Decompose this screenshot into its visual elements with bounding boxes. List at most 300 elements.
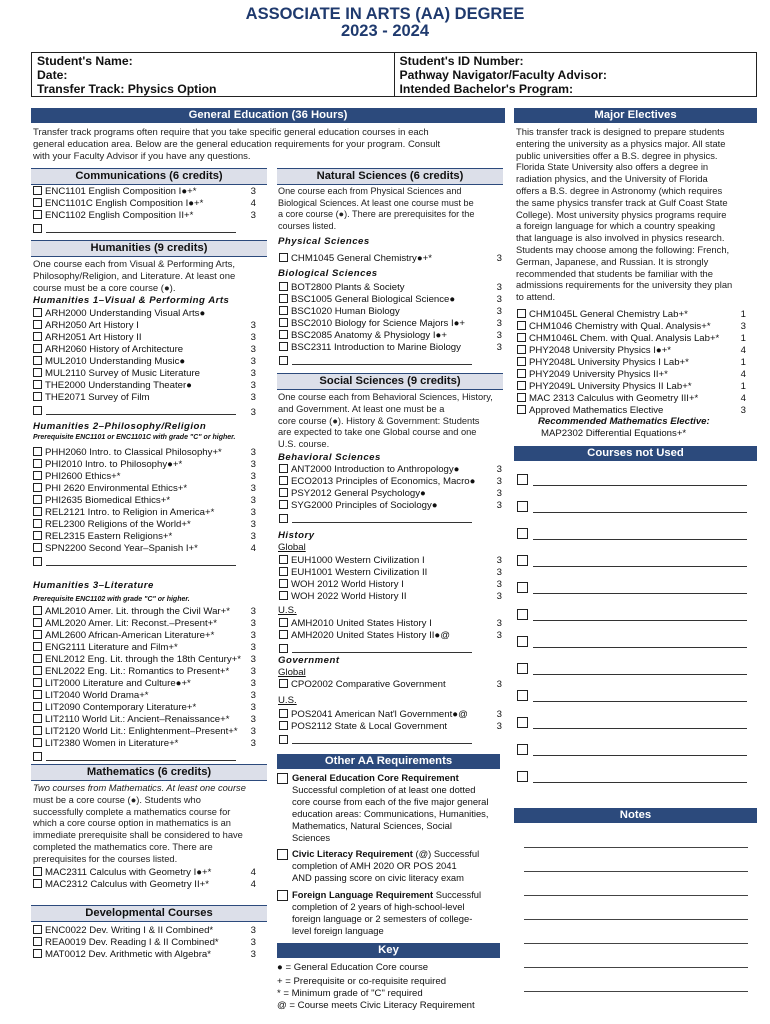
blank-course-line[interactable] (292, 364, 472, 365)
not-used-checkbox[interactable] (517, 609, 528, 620)
course-credits: 3 (250, 483, 256, 494)
course-checkbox[interactable] (33, 606, 42, 615)
humanities-header: Humanities (9 credits) (31, 240, 267, 257)
course-checkbox[interactable] (517, 321, 526, 330)
course-row (279, 555, 425, 567)
course-credits: 3 (250, 507, 256, 518)
course-row (279, 476, 475, 488)
course-credits: 3 (250, 949, 256, 960)
course-row (33, 690, 149, 702)
course-row (517, 381, 692, 393)
course-name: ARH2060 History of Architecture (45, 344, 184, 355)
course-credits: 3 (250, 186, 256, 197)
course-checkbox[interactable] (279, 709, 288, 718)
biological-sciences-title: Biological Sciences (278, 268, 378, 279)
course-credits: 4 (740, 369, 746, 380)
course-credits: 3 (250, 714, 256, 725)
notes-line[interactable] (524, 871, 748, 872)
course-credits: 3 (250, 447, 256, 458)
course-credits: 3 (250, 702, 256, 713)
course-credits: 3 (250, 678, 256, 689)
blank-course-checkbox[interactable] (279, 514, 288, 523)
course-row (33, 949, 211, 961)
course-checkbox[interactable] (33, 738, 42, 747)
course-checkbox[interactable] (279, 630, 288, 639)
course-row (33, 308, 205, 320)
blank-course-line[interactable] (292, 652, 472, 653)
blank-course-line[interactable] (292, 743, 472, 744)
notes-line[interactable] (524, 919, 748, 920)
course-name: AML2020 Amer. Lit: Reconst.–Present+* (45, 618, 217, 629)
course-row (33, 392, 150, 404)
course-name: MAC2312 Calculus with Geometry II+* (45, 879, 209, 890)
notes-line[interactable] (524, 991, 748, 992)
course-row (33, 210, 193, 222)
course-row (33, 678, 191, 690)
course-credits: 3 (496, 306, 502, 317)
not-used-line[interactable] (533, 674, 747, 675)
course-credits: 3 (496, 567, 502, 578)
course-checkbox[interactable] (33, 380, 42, 389)
course-row (33, 332, 142, 344)
page-title: ASSOCIATE IN ARTS (AA) DEGREE 2023 - 2024 (245, 5, 525, 40)
course-name: PHY2049 University Physics II+* (529, 369, 668, 380)
course-credits: 3 (496, 330, 502, 341)
blank-course-checkbox[interactable] (33, 224, 42, 233)
student-info-right (394, 53, 757, 96)
course-row (279, 488, 426, 500)
course-checkbox[interactable] (517, 333, 526, 342)
course-name: PHY2049L University Physics II Lab+* (529, 381, 692, 392)
course-credits: 3 (250, 210, 256, 221)
course-credits: 3 (250, 738, 256, 749)
course-name: SYG2000 Principles of Sociology● (291, 500, 438, 511)
course-credits: 3 (250, 726, 256, 737)
course-row (517, 321, 711, 333)
intended-program-label: Intended Bachelor's Program: (399, 82, 574, 96)
course-row (33, 483, 187, 495)
not-used-line[interactable] (533, 512, 747, 513)
blank-course-checkbox[interactable] (33, 752, 42, 761)
course-credits: 3 (496, 555, 502, 566)
course-checkbox[interactable] (279, 721, 288, 730)
course-row (33, 738, 178, 750)
developmental-header: Developmental Courses (31, 905, 267, 922)
course-row (279, 709, 468, 721)
course-row (279, 679, 446, 691)
course-name: PHY2048 University Physics I●+* (529, 345, 672, 356)
course-checkbox[interactable] (33, 308, 42, 317)
course-row (33, 702, 196, 714)
course-checkbox[interactable] (33, 320, 42, 329)
course-name: AMH2020 United States History II●@ (291, 630, 450, 641)
course-row (279, 500, 438, 512)
course-row (279, 721, 447, 733)
course-row (33, 642, 178, 654)
course-credits: 4 (740, 345, 746, 356)
course-checkbox[interactable] (279, 555, 288, 564)
course-row (279, 318, 465, 330)
not-used-line[interactable] (533, 755, 747, 756)
course-credits: 3 (496, 294, 502, 305)
course-row (517, 345, 671, 357)
not-used-checkbox[interactable] (517, 528, 528, 539)
course-credits: 3 (250, 666, 256, 677)
course-name: EUH1000 Western Civilization I (291, 555, 425, 566)
course-checkbox[interactable] (279, 294, 288, 303)
not-used-line[interactable] (533, 539, 747, 540)
course-name: PHH2060 Intro. to Classical Philosophy+* (45, 447, 222, 458)
course-name: ENC1102 English Composition II+* (45, 210, 194, 221)
notes-line[interactable] (524, 943, 748, 944)
course-checkbox[interactable] (33, 726, 42, 735)
not-used-line[interactable] (533, 647, 747, 648)
course-row (279, 630, 450, 642)
course-checkbox[interactable] (33, 186, 42, 195)
course-name: LIT2110 World Lit.: Ancient–Renaissance+* (45, 714, 230, 725)
course-credits: 3 (250, 471, 256, 482)
course-row (33, 531, 172, 543)
course-checkbox[interactable] (33, 666, 42, 675)
course-checkbox[interactable] (517, 393, 526, 402)
not-used-line[interactable] (533, 566, 747, 567)
course-checkbox[interactable] (33, 879, 42, 888)
not-used-line[interactable] (533, 593, 747, 594)
course-checkbox[interactable] (33, 531, 42, 540)
physical-sciences-title: Physical Sciences (278, 236, 370, 247)
blank-course-line[interactable] (46, 760, 236, 761)
course-name: WOH 2022 World History II (291, 591, 407, 602)
course-checkbox[interactable] (517, 345, 526, 354)
course-row (33, 320, 139, 332)
not-used-checkbox[interactable] (517, 717, 528, 728)
humanities-lit-note: Prerequisite ENC1102 with grade "C" or higher. (33, 596, 190, 603)
course-credits: 3 (250, 380, 256, 391)
course-checkbox[interactable] (33, 690, 42, 699)
not-used-checkbox[interactable] (517, 744, 528, 755)
natsci-header: Natural Sciences (6 credits) (277, 168, 503, 185)
notes-line[interactable] (524, 895, 748, 896)
course-checkbox[interactable] (33, 867, 42, 876)
course-name: PHI2010 Intro. to Philosophy●+* (45, 459, 183, 470)
course-name: CHM1046L Chem. with Qual. Analysis Lab+* (529, 333, 720, 344)
course-checkbox[interactable] (33, 678, 42, 687)
course-row (33, 867, 211, 879)
courses-not-used-header: Courses not Used (514, 446, 757, 461)
course-checkbox[interactable] (33, 642, 42, 651)
course-credits: 3 (496, 282, 502, 293)
core-requirement-checkbox[interactable] (277, 773, 288, 784)
course-credits: 3 (250, 937, 256, 948)
course-name: ENC0022 Dev. Writing I & II Combined* (45, 925, 214, 936)
course-credits: 1 (740, 381, 746, 392)
course-row (279, 567, 427, 579)
blank-course-checkbox[interactable] (279, 735, 288, 744)
course-credits: 4 (740, 393, 746, 404)
course-checkbox[interactable] (33, 392, 42, 401)
course-checkbox[interactable] (33, 471, 42, 480)
not-used-checkbox[interactable] (517, 690, 528, 701)
course-checkbox[interactable] (33, 937, 42, 946)
other-aa-header: Other AA Requirements (277, 754, 500, 769)
course-checkbox[interactable] (279, 618, 288, 627)
course-checkbox[interactable] (279, 306, 288, 315)
key-prereq: + = Prerequisite or co-requisite required (277, 976, 447, 987)
course-credits: 3 (250, 630, 256, 641)
course-checkbox[interactable] (33, 654, 42, 663)
course-row (517, 405, 663, 417)
course-checkbox[interactable] (33, 519, 42, 528)
course-checkbox[interactable] (517, 357, 526, 366)
foreign-language-checkbox[interactable] (277, 890, 288, 901)
course-credits: 3 (496, 618, 502, 629)
course-checkbox[interactable] (517, 381, 526, 390)
course-credits: 3 (250, 925, 256, 936)
course-checkbox[interactable] (517, 405, 526, 414)
course-credits: 3 (250, 495, 256, 506)
course-name: CPO2002 Comparative Government (291, 679, 446, 690)
course-credits: 3 (496, 500, 502, 511)
course-row (33, 937, 219, 949)
course-credits: 3 (250, 459, 256, 470)
course-row (279, 282, 405, 294)
course-name: REA0019 Dev. Reading I & II Combined* (45, 937, 219, 948)
course-row (279, 330, 447, 342)
course-row (33, 543, 198, 555)
course-name: LIT2120 World Lit.: Enlightenment–Present+* (45, 726, 238, 737)
not-used-checkbox[interactable] (517, 582, 528, 593)
course-row (33, 447, 222, 459)
foreign-language-requirement: Foreign Language Requirement Successful completion of 2 years of high-school-level foreign language or 2 semesters of college- level foreign language (292, 889, 482, 936)
course-row (33, 519, 191, 531)
course-credits: 3 (496, 630, 502, 641)
history-title: History (278, 530, 315, 541)
blank-course-line[interactable] (46, 414, 236, 415)
course-credits: 3 (496, 721, 502, 732)
course-name: ARH2050 Art History I (45, 320, 139, 331)
course-row (517, 333, 719, 345)
course-checkbox[interactable] (33, 495, 42, 504)
course-row (279, 464, 459, 476)
course-name: ANT2000 Introduction to Anthropology● (291, 464, 460, 475)
course-name: THE2000 Understanding Theater● (45, 380, 192, 391)
course-checkbox[interactable] (33, 702, 42, 711)
visual-extra-credit: 3 (250, 407, 256, 418)
course-row (33, 507, 214, 519)
course-credits: 3 (250, 531, 256, 542)
course-checkbox[interactable] (279, 464, 288, 473)
humanities-visual-title: Humanities 1–Visual & Performing Arts (33, 295, 230, 306)
blank-course-line[interactable] (46, 232, 236, 233)
course-checkbox[interactable] (279, 488, 288, 497)
course-name: LIT2090 Contemporary Literature+* (45, 702, 197, 713)
not-used-line[interactable] (533, 485, 747, 486)
course-credits: 3 (496, 679, 502, 690)
course-credits: 3 (496, 318, 502, 329)
course-name: BSC2085 Anatomy & Physiology I●+ (291, 330, 447, 341)
not-used-line[interactable] (533, 782, 747, 783)
course-credits: 3 (250, 654, 256, 665)
course-name: CHM1045L General Chemistry Lab+* (529, 309, 688, 320)
course-checkbox[interactable] (33, 447, 42, 456)
course-credits: 3 (250, 618, 256, 629)
course-checkbox[interactable] (33, 618, 42, 627)
course-credits: 3 (496, 591, 502, 602)
course-name: ENL2012 Eng. Lit. through the 18th Century+* (45, 654, 242, 665)
math-header: Mathematics (6 credits) (31, 764, 267, 781)
not-used-checkbox[interactable] (517, 474, 528, 485)
advisor-label: Pathway Navigator/Faculty Advisor: (399, 68, 607, 82)
civic-literacy-checkbox[interactable] (277, 849, 288, 860)
course-checkbox[interactable] (279, 567, 288, 576)
government-title: Government (278, 655, 340, 666)
course-credits: 3 (250, 320, 256, 331)
course-name: AML2600 African-American Literature+* (45, 630, 215, 641)
blank-course-checkbox[interactable] (279, 644, 288, 653)
course-checkbox[interactable] (33, 344, 42, 353)
course-name: Approved Mathematics Elective (529, 405, 664, 416)
recommended-math-course: MAP2302 Differential Equations+* (541, 428, 687, 439)
course-checkbox[interactable] (279, 500, 288, 509)
course-name: REL2315 Eastern Religions+* (45, 531, 173, 542)
blank-course-checkbox[interactable] (279, 356, 288, 365)
course-row (33, 380, 192, 392)
course-name: LIT2040 World Drama+* (45, 690, 149, 701)
date-label: Date: (37, 68, 68, 82)
course-row (33, 714, 229, 726)
course-checkbox[interactable] (33, 507, 42, 516)
course-credits: 3 (496, 579, 502, 590)
communications-header: Communications (6 credits) (31, 168, 267, 185)
course-row (33, 606, 230, 618)
course-credits: 3 (250, 356, 256, 367)
course-name: CHM1045 General Chemistry●+* (291, 253, 432, 264)
course-checkbox[interactable] (33, 210, 42, 219)
course-credits: 3 (740, 321, 746, 332)
humanities-intro: One course each from Visual & Performing Arts, Philosophy/Religion, and Literature. At least one course must be a core course (●). (33, 259, 236, 294)
course-row (33, 459, 182, 471)
course-row (279, 253, 432, 265)
blank-course-line[interactable] (46, 565, 236, 566)
course-checkbox[interactable] (33, 459, 42, 468)
course-checkbox[interactable] (33, 543, 42, 552)
course-checkbox[interactable] (279, 476, 288, 485)
course-name: PHI 2620 Environmental Ethics+* (45, 483, 188, 494)
not-used-checkbox[interactable] (517, 663, 528, 674)
course-checkbox[interactable] (279, 253, 288, 262)
course-checkbox[interactable] (33, 198, 42, 207)
course-name: MUL2110 Survey of Music Literature (45, 368, 200, 379)
course-name: BSC1005 General Biological Science● (291, 294, 456, 305)
not-used-checkbox[interactable] (517, 636, 528, 647)
blank-course-checkbox[interactable] (33, 557, 42, 566)
course-name: REL2121 Intro. to Religion in America+* (45, 507, 215, 518)
course-checkbox[interactable] (517, 309, 526, 318)
natsci-intro: One course each from Physical Sciences and Biological Sciences. At least one course must be a core course (●). There are prerequisites for the courses listed. (278, 186, 475, 231)
course-name: MAC2311 Calculus with Geometry I●+* (45, 867, 212, 878)
notes-header: Notes (514, 808, 757, 823)
not-used-checkbox[interactable] (517, 555, 528, 566)
course-credits: 3 (250, 606, 256, 617)
course-checkbox[interactable] (279, 282, 288, 291)
course-checkbox[interactable] (33, 925, 42, 934)
course-checkbox[interactable] (33, 949, 42, 958)
course-checkbox[interactable] (279, 342, 288, 351)
blank-course-line[interactable] (292, 522, 472, 523)
course-checkbox[interactable] (33, 332, 42, 341)
course-credits: 3 (740, 405, 746, 416)
course-name: MAT0012 Dev. Arithmetic with Algebra* (45, 949, 212, 960)
course-checkbox[interactable] (517, 369, 526, 378)
course-name: THE2071 Survey of Film (45, 392, 150, 403)
key-header: Key (277, 943, 500, 958)
key-core: ● = General Education Core course (277, 962, 429, 973)
course-checkbox[interactable] (279, 330, 288, 339)
not-used-line[interactable] (533, 620, 747, 621)
government-us-label: U.S. (278, 695, 297, 706)
course-row (33, 198, 203, 210)
course-name: LIT2380 Women in Literature+* (45, 738, 179, 749)
socsci-header: Social Sciences (9 credits) (277, 373, 503, 390)
course-checkbox[interactable] (33, 368, 42, 377)
course-checkbox[interactable] (279, 318, 288, 327)
course-name: AMH2010 United States History I (291, 618, 432, 629)
course-row (33, 879, 209, 891)
course-name: SPN2200 Second Year–Spanish I+* (45, 543, 198, 554)
course-name: WOH 2012 World History I (291, 579, 404, 590)
not-used-checkbox[interactable] (517, 501, 528, 512)
humanities-phil-title: Humanities 2–Philosophy/Religion (33, 421, 207, 432)
course-checkbox[interactable] (279, 591, 288, 600)
course-row (33, 368, 200, 380)
core-requirement: General Education Core Requirement Successful completion of at least one dotted core course from each of the five major general education areas: Communications, Humanities, Mathematics, Natural Sciences, Social Sciences (292, 772, 489, 843)
course-name: MUL2010 Understanding Music● (45, 356, 186, 367)
course-name: REL2300 Religions of the World+* (45, 519, 191, 530)
civic-literacy-requirement: Civic Literacy Requirement (@) Successful completion of AMH 2020 OR POS 2041 AND passing score on civic literacy exam (292, 848, 480, 883)
course-checkbox[interactable] (33, 630, 42, 639)
course-checkbox[interactable] (279, 579, 288, 588)
socsci-intro: One course each from Behavioral Sciences, History, and Government. At least one must be a core course (●). History & Government: Students are expected to take one Global course and one U.S. course. (278, 392, 493, 450)
course-checkbox[interactable] (279, 679, 288, 688)
course-checkbox[interactable] (33, 483, 42, 492)
not-used-line[interactable] (533, 701, 747, 702)
course-credits: 3 (250, 392, 256, 403)
course-name: CHM1046 Chemistry with Qual. Analysis+* (529, 321, 711, 332)
course-name: BSC2311 Introduction to Marine Biology (291, 342, 461, 353)
student-name-label: Student's Name: (37, 54, 133, 68)
course-checkbox[interactable] (33, 714, 42, 723)
course-name: ENL2022 Eng. Lit.: Romantics to Present+* (45, 666, 230, 677)
course-row (33, 344, 183, 356)
course-row (279, 618, 432, 630)
course-credits: 3 (496, 253, 502, 264)
course-credits: 4 (250, 198, 256, 209)
notes-line[interactable] (524, 967, 748, 968)
course-credits: 3 (496, 488, 502, 499)
course-name: LIT2000 Literature and Culture●+* (45, 678, 191, 689)
course-row (33, 630, 214, 642)
not-used-checkbox[interactable] (517, 771, 528, 782)
course-row (279, 579, 404, 591)
course-checkbox[interactable] (33, 356, 42, 365)
course-row (33, 186, 196, 198)
blank-course-checkbox[interactable] (33, 406, 42, 415)
course-name: MAC 2313 Calculus with Geometry III+* (529, 393, 699, 404)
not-used-line[interactable] (533, 728, 747, 729)
course-credits: 3 (496, 709, 502, 720)
notes-line[interactable] (524, 847, 748, 848)
course-credits: 3 (496, 464, 502, 475)
